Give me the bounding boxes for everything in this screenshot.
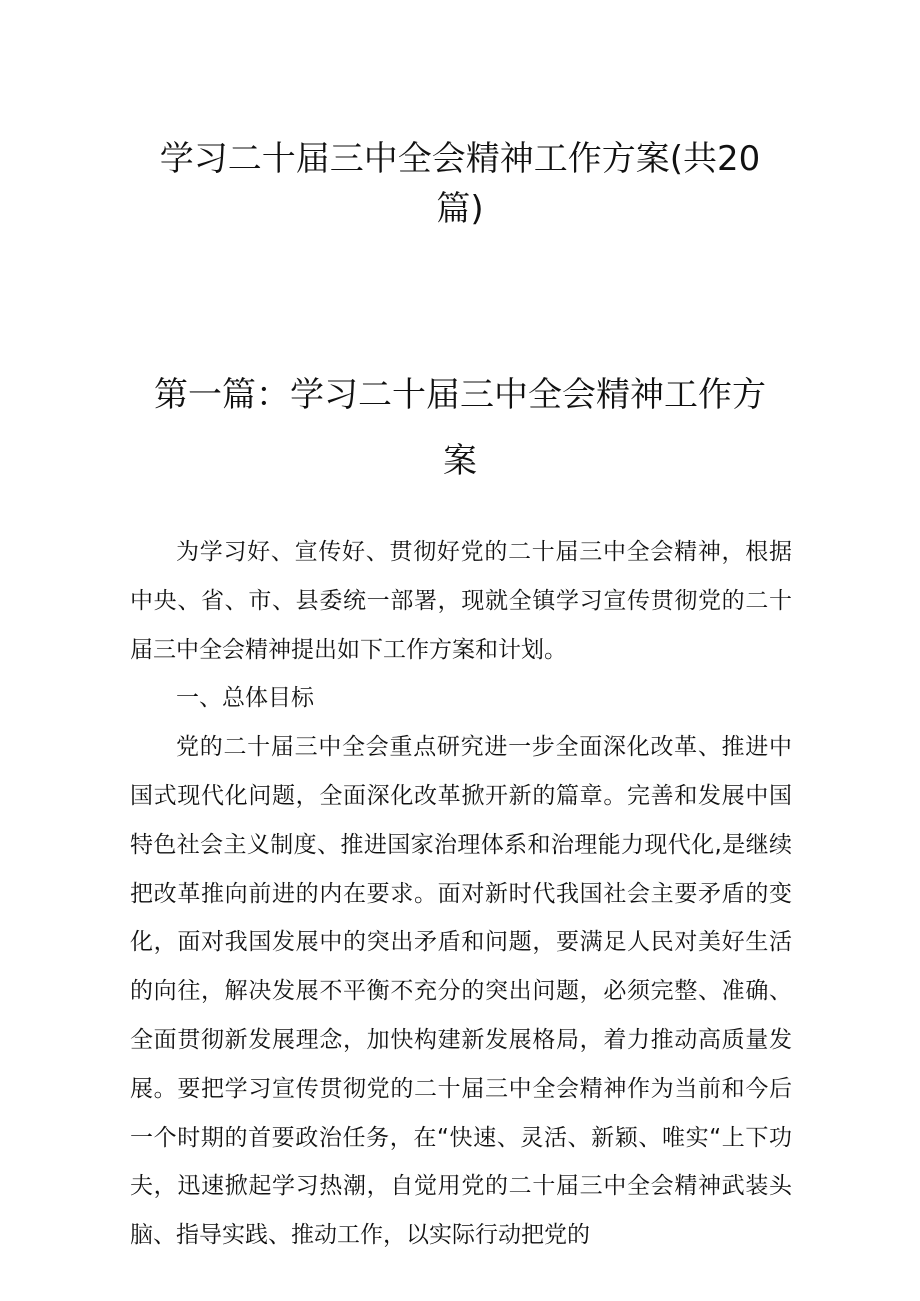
- section-heading-overall-goal: 一、总体目标: [176, 685, 314, 712]
- document-title: 学习二十届三中全会精神工作方案(共20篇): [159, 139, 761, 229]
- intro-paragraph: 为学习好、宣传好、贯彻好党的二十届三中全会精神，根据中央、省、市、县委统一部署，现就全镇学习宣传贯彻党的二十届三中全会精神提出如下工作方案和计划。: [130, 539, 792, 663]
- document-body: [130, 528, 792, 1260]
- section-title: 第一篇：学习二十届三中全会精神工作方案: [154, 375, 766, 481]
- body-paragraph: 党的二十届三中全会重点研究进一步全面深化改革、推进中国式现代化问题，全面深化改革掀开新的篇章。完善和发展中国特色社会主义制度、推进国家治理体系和治理能力现代化,是继续把改革推向前进的内在要求。面对新时代我国社会主要矛盾的变化，面对我国发展中的突出矛盾和问题，要满足人民对美好生活的向往，解决发展不平衡不充分的突出问题，必须完整、准确、全面贯彻新发展理念，加快构建新发展格局，着力推动高质量发展。要把学习宣传贯彻党的二十届三中全会精神作为当前和今后一个时期的首要政治任务，在“快速、灵活、新颖、唯实“上下功夫，迅速掀起学习热潮，自觉用党的二十届三中全会精神武装头脑、指导实践、推动工作，以实际行动把党的: [130, 734, 792, 1249]
